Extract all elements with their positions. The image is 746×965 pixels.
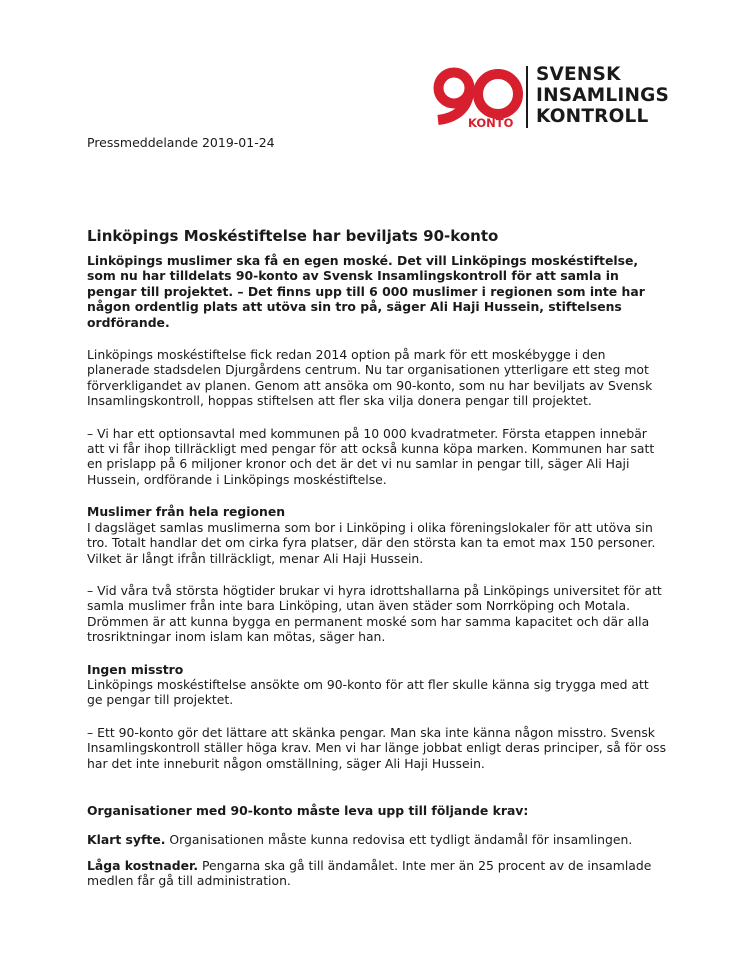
paragraph-2: – Vi har ett optionsavtal med kommunen på 10 000 kvadratmeter. Första etappen innebär att vi får ihop tillräckligt med pengar för att också kunna köpa marken. Kommunen har satt en prislapp på 6 miljoner kronor och det är det vi nu samlar in pengar till, säger Ali Haji Hussein, ordförande i Linköpings moskéstiftelse. (87, 425, 655, 487)
criteria-text: Organisationen måste kunna redovisa ett tydligt ändamål för insamlingen. (165, 832, 633, 848)
paragraph-6: – Ett 90-konto gör det lättare att skänka pengar. Man ska inte känna någon misstro. Svensk Insamlingskontroll ställer höga krav. Men vi har länge jobbat enligt deras principer, så för oss har det inte inneburit någon omställning, säger Ali Haji Hussein. (87, 724, 667, 771)
paragraph-3: I dagsläget samlas muslimerna som bor i Linköping i olika föreningslokaler för att utöva sin tro. Totalt handlar det om cirka fyra platser, där den största kan ta emot max 150 personer. Vilket är långt ifrån tillräckligt, menar Ali Haji Hussein. (87, 519, 656, 566)
criteria-heading: Organisationer med 90-konto måste leva upp till följande krav: (87, 802, 529, 818)
logo-line-2: INSAMLINGS (536, 85, 670, 106)
90-konto-logo-mark (428, 64, 526, 130)
subheading-misstro: Ingen misstro (87, 661, 184, 677)
paragraph-5: Linköpings moskéstiftelse ansökte om 90-konto för att fler skulle känna sig trygga med att ge pengar till projektet. (87, 676, 649, 708)
criteria-term: Låga kostnader. (87, 857, 199, 873)
page-title: Linköpings Moskéstiftelse har beviljats 90-konto (87, 227, 499, 245)
logo-line-3: KONTROLL (536, 106, 649, 127)
subheading-regionen: Muslimer från hela regionen (87, 504, 286, 520)
press-release-date: Pressmeddelande 2019-01-24 (87, 135, 275, 150)
paragraph-1: Linköpings moskéstiftelse fick redan 2014 option på mark för ett moskébygge i den planerade stadsdelen Djurgårdens centrum. Nu tar organisationen ytterligare ett steg mot förverkligandet av planen. Genom att ansöka om 90-konto, som nu har beviljats av Svensk Insamlingskontroll, hoppas stiftelsen att fler ska vilja donera pengar till projektet. (87, 347, 653, 409)
paragraph-4: – Vid våra två största högtider brukar vi hyra idrottshallarna på Linköpings universitet för att samla muslimer från inte bara Linköping, utan även städer som Norrköping och Motala. Drömmen är att kunna bygga en permanent moské som har samma kapacitet och där alla trosriktningar inom islam kan mötas, säger han. (87, 582, 662, 645)
criteria-term: Klart syfte. (87, 832, 166, 848)
logo-wordmark (536, 64, 669, 127)
svensk-insamlingskontroll-logo (428, 64, 678, 132)
lead-paragraph: Linköpings muslimer ska få en egen moské. Det vill Linköpings moskéstiftelse, som nu har tilldelats 90-konto av Svensk Insamlingskontroll för att samla in pengar till projektet. – Det finns upp till 6 000 muslimer i regionen som inte har någon ordentlig plats att utöva sin tro på, säger Ali Haji Hussein, stiftelsens ordförande. (87, 253, 645, 330)
criteria-item (87, 832, 667, 847)
criteria-text: Pengarna ska gå till ändamålet. Inte mer än 25 procent av de insamlade medlen får gå till administration. (87, 857, 652, 889)
criteria-item (87, 858, 667, 889)
logo-konto-text: KONTO (468, 116, 514, 130)
logo-line-1: SVENSK (536, 64, 621, 85)
logo-divider (526, 66, 528, 128)
article-body (87, 253, 667, 899)
